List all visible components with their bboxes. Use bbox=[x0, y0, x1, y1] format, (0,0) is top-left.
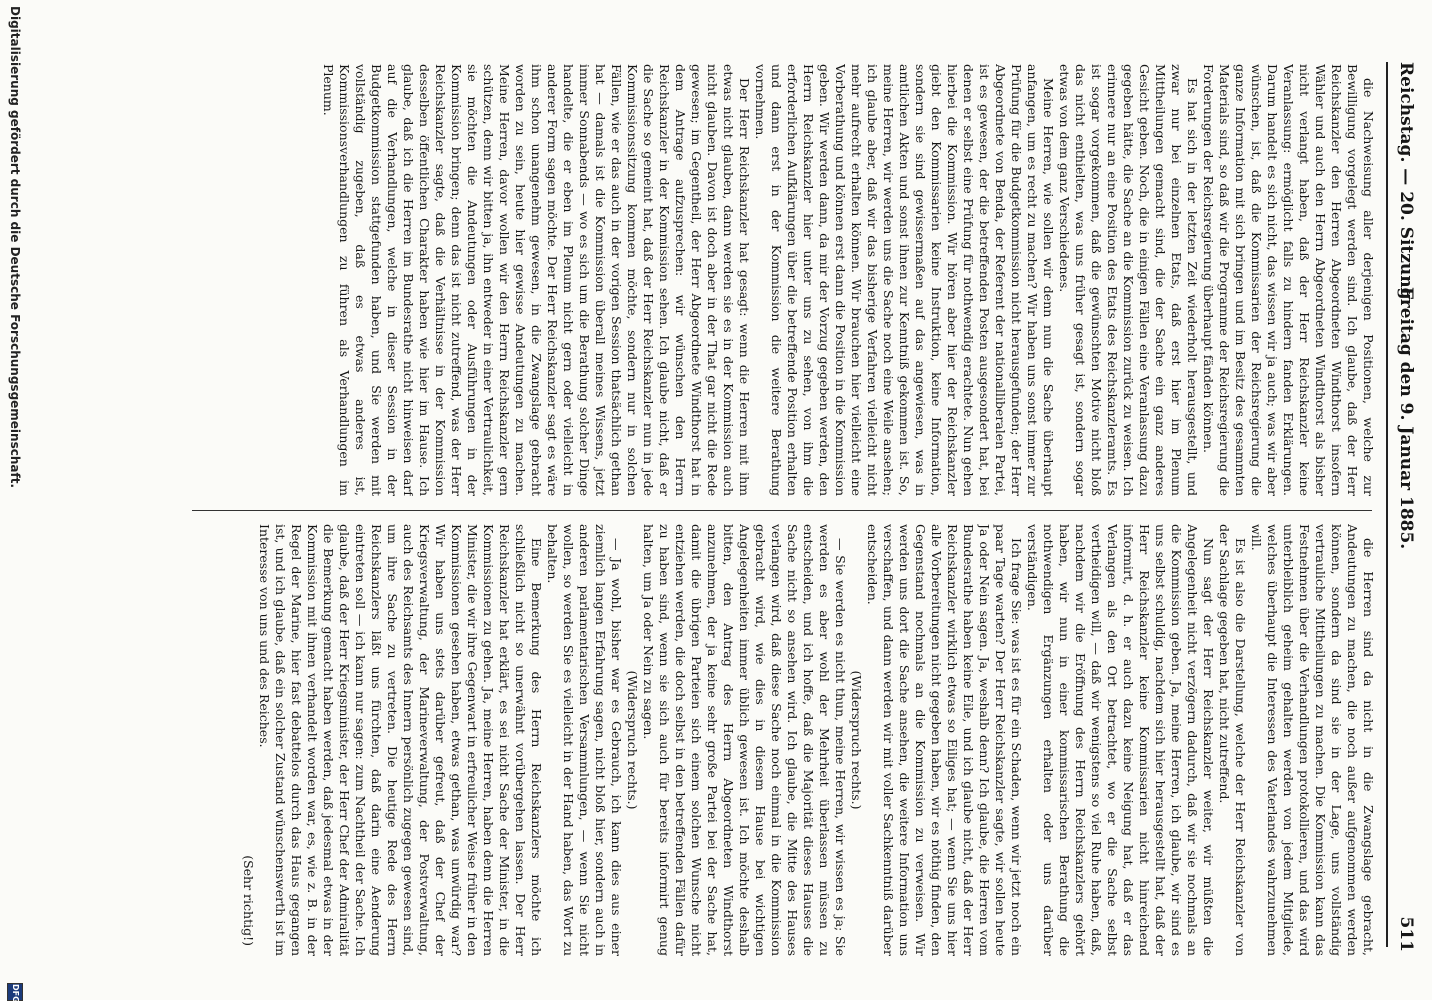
digitization-note: Digitalisierung gefördert durch die Deutsche Forschungsgemeinschaft. bbox=[8, 6, 22, 489]
header-date: Freitag den 9. Januar 1885. bbox=[1396, 287, 1416, 550]
text-column-left bbox=[76, 64, 1376, 496]
paragraph: Eine Bemerkung des Herrn Reichskanzlers möchte ich schließlich nicht so unerwähnt vorübergehen lassen. Der Herr Reichskanzler hat erklärt, es sei nicht Sache der Minister, in die Kommissionen zu gehen. Ja, meine Herren, haben denn die Herren Minister, die wir ihre Gegenwart in erfreulicher Weise früher in den Kommissionen gesehen haben, etwas gethan, was unwürdig war? Wir haben uns stets darüber gefreut, daß der Chef der Kriegsverwaltung, der Marineverwaltung, der Postverwaltung, auch des Reichsamts des Innern persönlich zugegen gewesen sind, um ihre Sache zu vertreten. Die heutige Rede des Herrn Reichskanzlers läßt uns fürchten, daß darin eine Aenderung eintreten soll — ich kann nur sagen: zum Nachtheil der Sache. Ich glaube, daß der Herr Kriegsminister, der Herr Chef der Admiralität die Bemerkung gemacht haben werden, daß jedesmal etwas in der Kommission mit ihnen verhandelt worden war, es, wie z. B. in der Regel der Marine, hier fast debattelos durch das Haus gegangen ist, und ich glaube, daß ein solcher Zustand wünschenswerth ist im Interesse von uns und des Reiches. bbox=[257, 524, 544, 956]
paragraph: die Herren sind da nicht in die Zwangslage gebracht, Andeutungen zu machen, die noch außer aufgenommen werden können, sondern da sind sie in der Lage, uns vollständig vertrauliche Mittheilungen zu machen. Die Kommission kann das Festnehmen über die Verhandlungen protokollieren, und das wird unterbleiblich geheim gehalten werden von jedem Mitgliede, welches überhaupt die Interessen des Vaterlandes wahrzunehmen will. bbox=[1249, 524, 1376, 956]
column-divider bbox=[192, 510, 1372, 511]
paragraph: Es ist also die Darstellung, welche der Herr Reichskanzler von der Sachlage gegeben hat, nicht zutreffend. bbox=[1217, 524, 1248, 956]
header-session: Reichstag. — 20. Sitzung. bbox=[1396, 62, 1416, 306]
paragraph: Nun sagt der Herr Reichskanzler weiter, wir müßten die Angelegenheit nicht verzögern dadurch, daß wir sie nochmals an die Kommission geben. Ja, meine Herren, ich glaube, wir sind es uns selbst schuldig, nachdem sich hier herausgestellt hat, daß der Herr Reichskanzler keine Kommissarien nicht hinreichend informirt, d. h. er auch dazu keine Neigung hat, daß er das Verlangen als den Ort betrachtet, wo er die Sache selbst vertheidigen will, — daß wir wenigstens so viel Ruhe haben, daß, nachdem wir die Eröffnung des Herrn Reichskanzlers gehört haben, wir nun in einer kommissarischen Berathung die nothwendigen Ergänzungen erhalten oder uns darüber verständigen. bbox=[1025, 524, 1216, 956]
interjection: (Widerspruch rechts.) bbox=[625, 670, 640, 810]
paragraph: Ich frage Sie: was ist es für ein Schaden, wenn wir jetzt noch ein paar Tage warten? Der Herr Reichskanzler sagte, wir sollen heute Ja oder Nein sagen. Ja, weshalb denn? Ich glaube, die Herren vom Bundesrathe haben keine Eile, und ich glaube nicht, daß der Herr Reichskanzler wirklich etwas so Eiliges hat; — wenn Sie uns hier alle Vorbereitungen nicht gegeben haben, wir es nöthig finden, den Gegenstand nochmals an die Kommission zu verweisen. Wir werden uns dort die Sache ansehen, die weitere Information uns verschaffen, und dann werden wir mit voller Sachkenntniß darüber entscheiden. bbox=[865, 524, 1024, 956]
paragraph: — Sie werden es nicht thun, meine Herren, wir wissen es ja; Sie werden es aber wohl der Mehrheit überlassen müssen zu entscheiden, und ich hoffe, daß die Majorität dieses Hauses die Sache nicht so ansehen wird. Ich glaube, die Mitte des Hauses verlangen wird, daß diese Sache noch einmal in die Kommission gebracht wird, wie dies in diesem Hause bei wichtigen Angelegenheiten immer üblich gewesen ist. Ich möchte deshalb bitten, den Antrag des Herrn Abgeordneten Windthorst anzunehmen, der ja keine sehr große Partei bei der Sache hat, damit die übrigen Parteien sich einem solchen Wunsche nicht entziehen werden, die doch selbst in den betreffenden Fällen dafür zu haben sind, wenn sie sich auch für bereits informirt genug halten, um Ja oder Nein zu sagen. bbox=[641, 524, 848, 956]
dfg-logo: DFG bbox=[7, 983, 23, 1001]
page-header bbox=[1390, 62, 1424, 952]
text-column-right bbox=[206, 524, 1376, 956]
paragraph: Meine Herren, wie sollen wir denn nun die Sache überhaupt anfangen, um es recht zu machen? Wir haben uns sonst immer zur Prüfung für die Budgetkommission nicht herausgefunden; der Herr Abgeordnete von Benda, der Referent der nationalliberalen Partei, ist es gewesen, der die betreffenden Posten ausgesondert hat, bei denen er selbst eine Prüfung für nothwendig erachtete. Nun gehen hierbei die Kommission. Wir hören aber hier der Reichskanzler giebt den Kommissarien keine Instruktion, keine Information, sondern sie sind gewissermaßen auf das angewiesen, was in amtlichen Akten und sonst ihnen zur Kenntniß gekommen ist. So, meine Herren, wir werden uns die Sache noch eine Weile ansehen; ich glaube aber, daß wir das bisherige Verfahren vielleicht nicht mehr aufrecht erhalten können. Wir brauchen hier vielleicht eine Vorberathung und können erst dann die Position in die Kommission geben. Wir werden dann, da mir der Vorzug gegeben werden, den Herrn Reichskanzler hier unter uns zu sehen, von ihm die erforderlichen Aufklärungen über die betreffende Position erhalten und dann erst in der Kommission die weitere Berathung vornehmen. bbox=[753, 64, 1056, 496]
paragraph: die Nachweisung aller derjenigen Positionen, welche zur Bewilligung vorgelegt werden sind. Ich glaube, daß der Herr Reichskanzler den Herren Abgeordneten Windthorst insofern Wähler und auch den Herrn Abgeordneten Windthorst als bisher nicht verlangt haben, daß der Herr Reichskanzler keine Veranlassung: ermöglicht falls zu hindern fanden Erklärungen. Darum handelt es sich nicht, das wissen wir ja auch; was wir aber wünschen, ist, daß die Kommissarien der Reichsregierung die ganze Information mit sich bringen und im Besitz des gesammten Materials sind, so daß wir die Programme der Reichsregierung die Forderungen der Reichsregierung überhaupt fänden können. bbox=[1201, 64, 1376, 496]
header-rule bbox=[1386, 62, 1388, 947]
interjection: (Sehr richtig!) bbox=[241, 855, 256, 946]
paragraph: Der Herr Reichskanzler hat gesagt: wenn die Herren mit ihm etwas nicht glauben, dann werden sie es in der Kommission auch nicht glauben. Davon ist doch aber in der That gar nicht die Rede gewesen; im Gegentheil, der Herr Abgeordnete Windthorst hat in dem Antrage aufzusprechen: wir wünschen den Herrn Reichskanzler in der Kommission sehen. Ich glaube nicht, daß er die Sache so gemeint hat, daß der Herr Reichskanzler nun in jede Kommissionssitzung kommen möchte, sondern nur in solchen Fällen, wie er das auch in der vorigen Session thatsächlich gethan hat — damals ist die Kommission überall meines Wissens, jetzt immer Sonnabends — wo es sich um die Berathung solcher Dinge handelte, die er eben im Plenum nicht gern oder vielleicht in anderer Form sagen möchte. Der Herr Reichskanzler sagt es wäre ihm schon unangenehm gewesen, in die Zwangslage gebracht worden zu sein, heute hier gewisse Andeutungen zu machen. Meine Herren, davor wollen wir den Herrn Reichskanzler gern schützen, denn wir bitten ja, ihn entweder in einer Vertraulichkeit, sie möchten die Andeutungen oder Ausführungen in der Kommission bringen; denn das ist nicht zutreffend, was der Herr Reichskanzler sagte, daß die Verhältnisse in der Kommission desselben öffentlichen Charakter haben wie hier im Hause. Ich glaube, daß ich die Herren im Bundesrathe nicht hinweisen darf auf die Verhandlungen, welche in dieser Session in der Budgetkommission stattgefunden haben, und Sie werden mit vollständig zugeben, daß es etwas anderes ist, Kommissionsverhandlungen zu führen als Verhandlungen im Plenum. bbox=[321, 64, 752, 496]
page-number: 511 bbox=[1396, 916, 1416, 952]
paragraph: — Ja wohl, bisher war es Gebrauch, ich kann dies aus einer ziemlich langen Erfahrung sagen, nicht bloß hier, sondern auch in anderen parlamentarischen Versammlungen, — wenn Sie nicht wollen, so werden Sie es vielleicht in der Hand haben, das Wort zu behalten. bbox=[545, 524, 624, 956]
paragraph: Es hat sich in der letzten Zeit wiederholt herausgestellt, und zwar nur bei einzelnen Etats, daß erst hier im Plenum Mittheilungen gemacht sind, die der Sache ein ganz anderes Gesicht geben. Noch, die in einigen Fällen eine Veranlassung dazu gegeben hätte, die Sache an die Kommission zurück zu weisen. Ich erinnere nur an eine Position des Etats des Reichskanzleramts. Es ist sogar vorgekommen, daß die gewünschten Motive nicht bloß das nicht enthielten, was uns früher gesagt ist, sondern sogar etwas von dem ganz Verschiedenes. bbox=[1057, 64, 1200, 496]
digitization-footer bbox=[3, 0, 27, 1003]
interjection: (Widerspruch rechts.) bbox=[849, 670, 864, 810]
